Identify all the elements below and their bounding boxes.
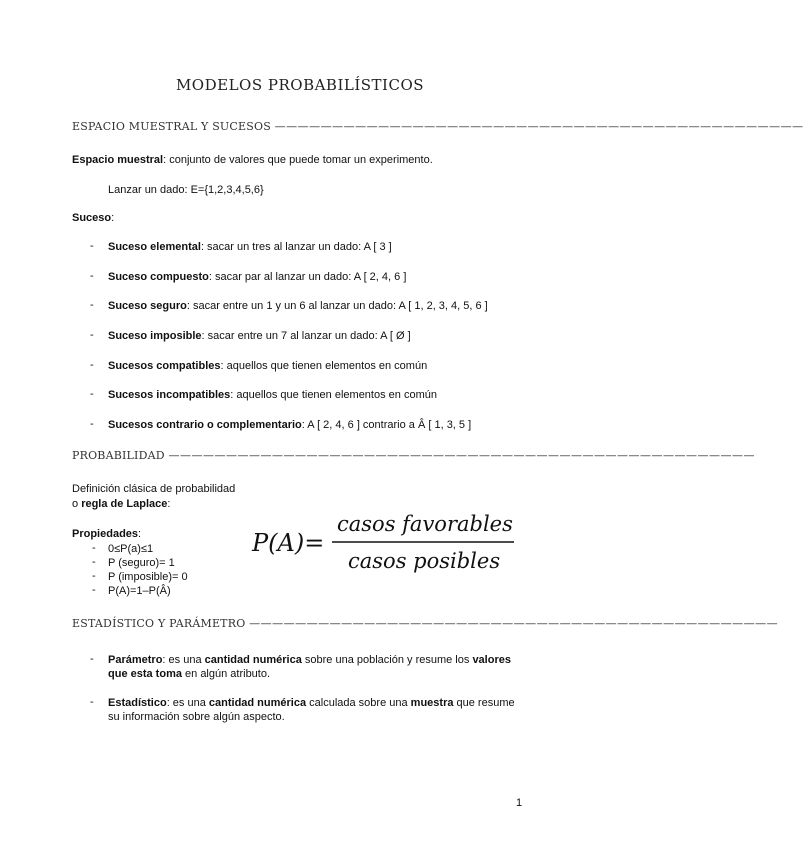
bullet: - [92, 542, 96, 554]
item-text: : A [ 2, 4, 6 ] contrario a Â [ 1, 3, 5 ] [301, 419, 472, 431]
espacio-muestral-definition [72, 153, 433, 167]
emphasis: muestra [410, 697, 454, 709]
emphasis: que esta toma [108, 668, 182, 680]
term: Suceso imposible [108, 330, 202, 342]
bullet: - [90, 299, 94, 311]
item-text: : aquellos que tienen elementos en común [230, 389, 437, 401]
laplace-formula [248, 505, 518, 585]
section-heading-espacio [72, 120, 804, 133]
section-heading-text: PROBABILIDAD [72, 449, 165, 462]
regla-laplace [72, 497, 170, 511]
section-heading-rule: —————————————————————————————————————————————— [274, 120, 804, 133]
emphasis: valores [472, 654, 511, 666]
page-title: MODELOS PROBABILÍSTICOS [175, 76, 425, 94]
text: sobre una población y resume los [301, 654, 473, 666]
list-item: 0≤P(a)≤1 [108, 543, 154, 555]
text: : es una [162, 654, 205, 666]
section-heading-text: ESTADÍSTICO Y PARÁMETRO [72, 617, 246, 630]
text: en algún atributo. [181, 668, 271, 680]
term: Suceso seguro [108, 300, 187, 312]
formula-numerator: casos favorables [337, 512, 513, 536]
section-heading-text: ESPACIO MUESTRAL Y SUCESOS [72, 120, 271, 133]
text: que resume [453, 697, 515, 709]
text: calculada sobre una [306, 697, 411, 709]
term: Suceso elemental [108, 241, 201, 253]
section-heading-rule: ——————————————————————————————————————————————————— [168, 449, 755, 462]
item-text: : sacar par al lanzar un dado: A [ 2, 4, 6 ] [208, 271, 407, 283]
bullet: - [90, 240, 94, 252]
formula-denominator: casos posibles [348, 549, 501, 573]
formula-graphic [248, 505, 518, 585]
espacio-example: Lanzar un dado: E={1,2,3,4,5,6} [108, 184, 264, 196]
list-item: P (seguro)= 1 [108, 557, 175, 569]
bullet: - [90, 696, 94, 708]
item-text: : aquellos que tienen elementos en común [220, 360, 428, 372]
term: Sucesos compatibles [108, 360, 221, 372]
bullet: - [90, 359, 94, 371]
item-text: : sacar un tres al lanzar un dado: A [ 3 ] [200, 241, 392, 253]
colon: : [138, 528, 142, 540]
text: : [167, 498, 171, 510]
term: regla de Laplace [81, 498, 168, 510]
emphasis: cantidad numérica [204, 654, 302, 666]
emphasis: cantidad numérica [208, 697, 307, 709]
text: o [72, 498, 82, 510]
item-text: : sacar entre un 1 y un 6 al lanzar un dado: A [ 1, 2, 3, 4, 5, 6 ] [186, 300, 488, 312]
section-heading-probabilidad [72, 449, 755, 462]
definicion-clasica: Definición clásica de probabilidad [72, 483, 236, 495]
bullet: - [92, 584, 96, 596]
term: Parámetro [108, 654, 163, 666]
bullet: - [90, 388, 94, 400]
term: Sucesos incompatibles [108, 389, 231, 401]
text: : es una [166, 697, 209, 709]
suceso-label [72, 211, 114, 225]
bullet: - [90, 653, 94, 665]
definition-text: : conjunto de valores que puede tomar un experimento. [163, 154, 433, 166]
bullet: - [90, 270, 94, 282]
term: Propiedades [72, 528, 139, 540]
list-item: P (imposible)= 0 [108, 571, 188, 583]
term: Sucesos contrario o complementario [108, 419, 302, 431]
term: Estadístico [108, 697, 167, 709]
formula-lhs: P(A)= [252, 529, 325, 557]
bullet: - [90, 329, 94, 341]
section-heading-estadistico [72, 617, 779, 630]
bullet: - [92, 556, 96, 568]
bullet: - [90, 418, 94, 430]
text: su información sobre algún aspecto. [108, 711, 285, 723]
section-heading-rule: —————————————————————————————————————————————— [249, 617, 779, 630]
propiedades-label [72, 527, 141, 541]
item-text: : sacar entre un 7 al lanzar un dado: A [ Ø ] [201, 330, 411, 342]
term: Suceso compuesto [108, 271, 209, 283]
term: Espacio muestral [72, 154, 164, 166]
term: Suceso [72, 212, 112, 224]
page-number: 1 [516, 797, 523, 809]
colon: : [111, 212, 115, 224]
list-item: P(A)=1–P(Â) [108, 585, 171, 597]
bullet: - [92, 570, 96, 582]
